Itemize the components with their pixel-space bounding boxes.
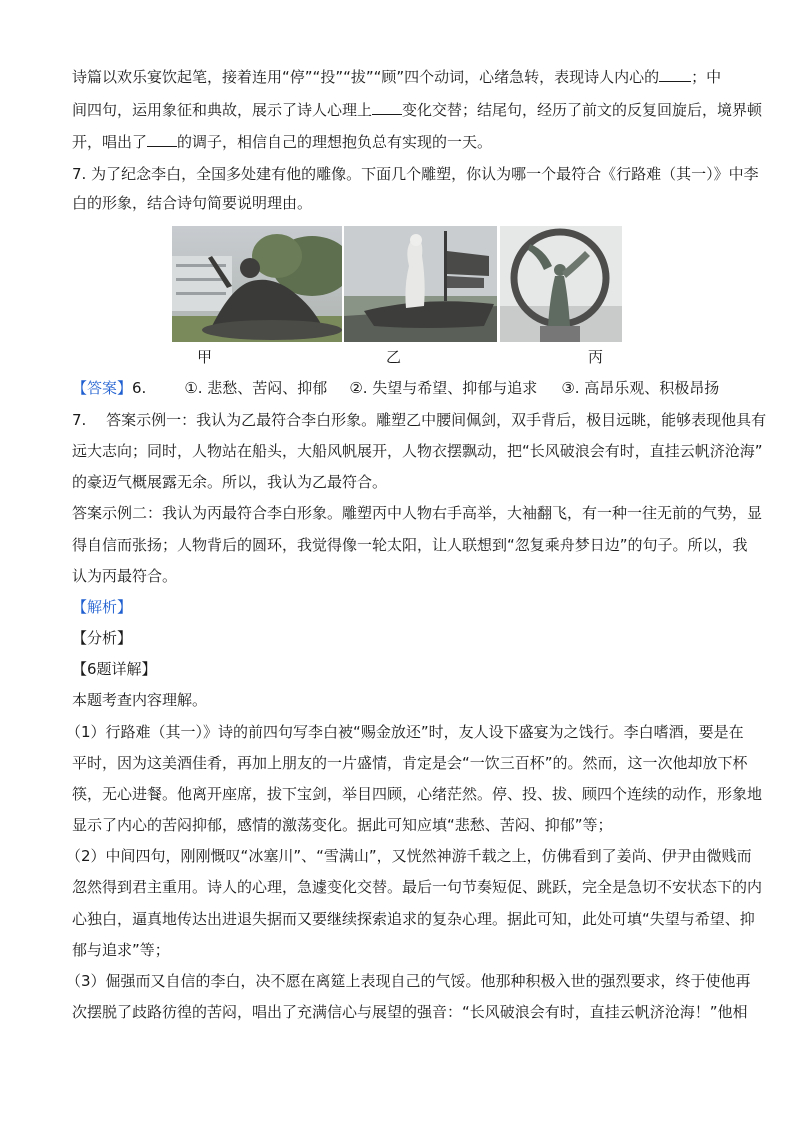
text: 诗篇以欢乐宴饮起笔，接着连用“停”“投”“拔”“顾”四个动词，心绪急转，表现诗人内心的 bbox=[72, 68, 660, 86]
intro-line-3 bbox=[72, 132, 492, 152]
para-2-line-4: 郁与追求”等； bbox=[72, 941, 170, 959]
para-1-line-2: 平时，因为这美酒佳肴，再加上朋友的一片盛情，肯定是会“一饮三百杯”的。然而，这一次他却放下杯 bbox=[72, 754, 748, 772]
answer-7-line-6: 认为丙最符合。 bbox=[72, 567, 178, 585]
statue-photo-jia bbox=[172, 226, 342, 342]
answer-7-line-2: 远大志向；同时，人物站在船头，大船风帆展开，人物衣摆飘动，把“长风破浪会有时，直挂云帆济沧海” bbox=[72, 442, 763, 460]
answer-7-line-1: 7. 答案示例一：我认为乙最符合李白形象。雕塑乙中腰间佩剑，双手背后，极目远眺，能够表现他具有 bbox=[72, 411, 767, 429]
text: ；中 bbox=[691, 68, 722, 86]
statue-photo-bing bbox=[500, 226, 622, 342]
answer-tag: 【答案】 bbox=[72, 379, 133, 397]
caption-jia: 甲 bbox=[197, 348, 213, 366]
analysis-tag: 【解析】 bbox=[72, 598, 133, 616]
answer-7-line-4: 答案示例二：我认为丙最符合李白形象。雕塑丙中人物右手高举，大袖翻飞，有一种一往无前的气势，显 bbox=[72, 504, 763, 522]
fill-blank-3 bbox=[147, 132, 177, 147]
answer-line bbox=[72, 378, 719, 398]
para-2-line-1: （2）中间四句，刚刚慨叹“冰塞川”、“雪满山”，又恍然神游千载之上，仿佛看到了姜尚、伊尹由微贱而 bbox=[66, 847, 752, 865]
topic-line: 本题考查内容理解。 bbox=[72, 691, 208, 709]
answer-7-line-5: 得自信而张扬；人物背后的圆环，我觉得像一轮太阳，让人联想到“忽复乘舟梦日边”的句子。所以，我 bbox=[72, 536, 748, 554]
para-1-line-3: 筷，无心进餐。他离开座席，拔下宝剑，举目四顾，心绪茫然。停、投、拔、顾四个连续的动作，形象地 bbox=[72, 785, 763, 803]
answer-item-1: ①. 悲愁、苦闷、抑郁 bbox=[184, 379, 328, 397]
para-1-line-4: 显示了内心的苦闷抑郁，感情的激荡变化。据此可知应填“悲愁、苦闷、抑郁”等； bbox=[72, 816, 613, 834]
detail-heading-6: 【6题详解】 bbox=[72, 660, 157, 678]
para-1-line-1: （1）行路难（其一）》诗的前四句写李白被“赐金放还”时，友人设下盛宴为之饯行。李白嗜酒，要是在 bbox=[66, 723, 744, 741]
answer-item-2: ②. 失望与希望、抑郁与追求 bbox=[349, 379, 538, 397]
para-3-line-2: 次摆脱了歧路彷徨的苦闷，唱出了充满信心与展望的强音：“长风破浪会有时，直挂云帆济沧海！”他相 bbox=[72, 1003, 748, 1021]
analysis-heading: 【分析】 bbox=[72, 629, 133, 647]
intro-line-1 bbox=[72, 67, 721, 87]
question-7-line-2: 白的形象，结合诗句简要说明理由。 bbox=[72, 194, 313, 212]
question-7-line-1: 7. 为了纪念李白，全国多处建有他的雕像。下面几个雕塑，你认为哪一个最符合《行路难（其一）》中李 bbox=[72, 165, 759, 183]
answer-number-6: 6. bbox=[132, 379, 147, 397]
text: 变化交替；结尾句，经历了前文的反复回旋后，境界顿 bbox=[402, 101, 763, 119]
caption-bing: 丙 bbox=[588, 348, 604, 366]
text: 开，唱出了 bbox=[72, 133, 148, 151]
text: 间四句，运用象征和典故，展示了诗人心理上 bbox=[72, 101, 373, 119]
fill-blank-1 bbox=[659, 67, 691, 82]
answer-7-line-3: 的豪迈气概展露无余。所以，我认为乙最符合。 bbox=[72, 473, 388, 491]
answer-item-3: ③. 高昂乐观、积极昂扬 bbox=[561, 379, 720, 397]
para-2-line-2: 忽然得到君主重用。诗人的心理，急遽变化交替。最后一句节奏短促、跳跃，完全是急切不安状态下的内 bbox=[72, 878, 763, 896]
para-3-line-1: （3）倔强而又自信的李白，决不愿在离筵上表现自己的气馁。他那种积极入世的强烈要求，终于使他再 bbox=[66, 972, 751, 990]
text: 的调子，相信自己的理想抱负总有实现的一天。 bbox=[177, 133, 493, 151]
fill-blank-2 bbox=[372, 100, 402, 115]
intro-line-2 bbox=[72, 100, 762, 120]
caption-yi: 乙 bbox=[386, 348, 402, 366]
para-2-line-3: 心独白，逼真地传达出进退失据而又要继续探索追求的复杂心理。据此可知，此处可填“失望与希望、抑 bbox=[72, 910, 755, 928]
statue-photo-yi bbox=[344, 226, 497, 342]
